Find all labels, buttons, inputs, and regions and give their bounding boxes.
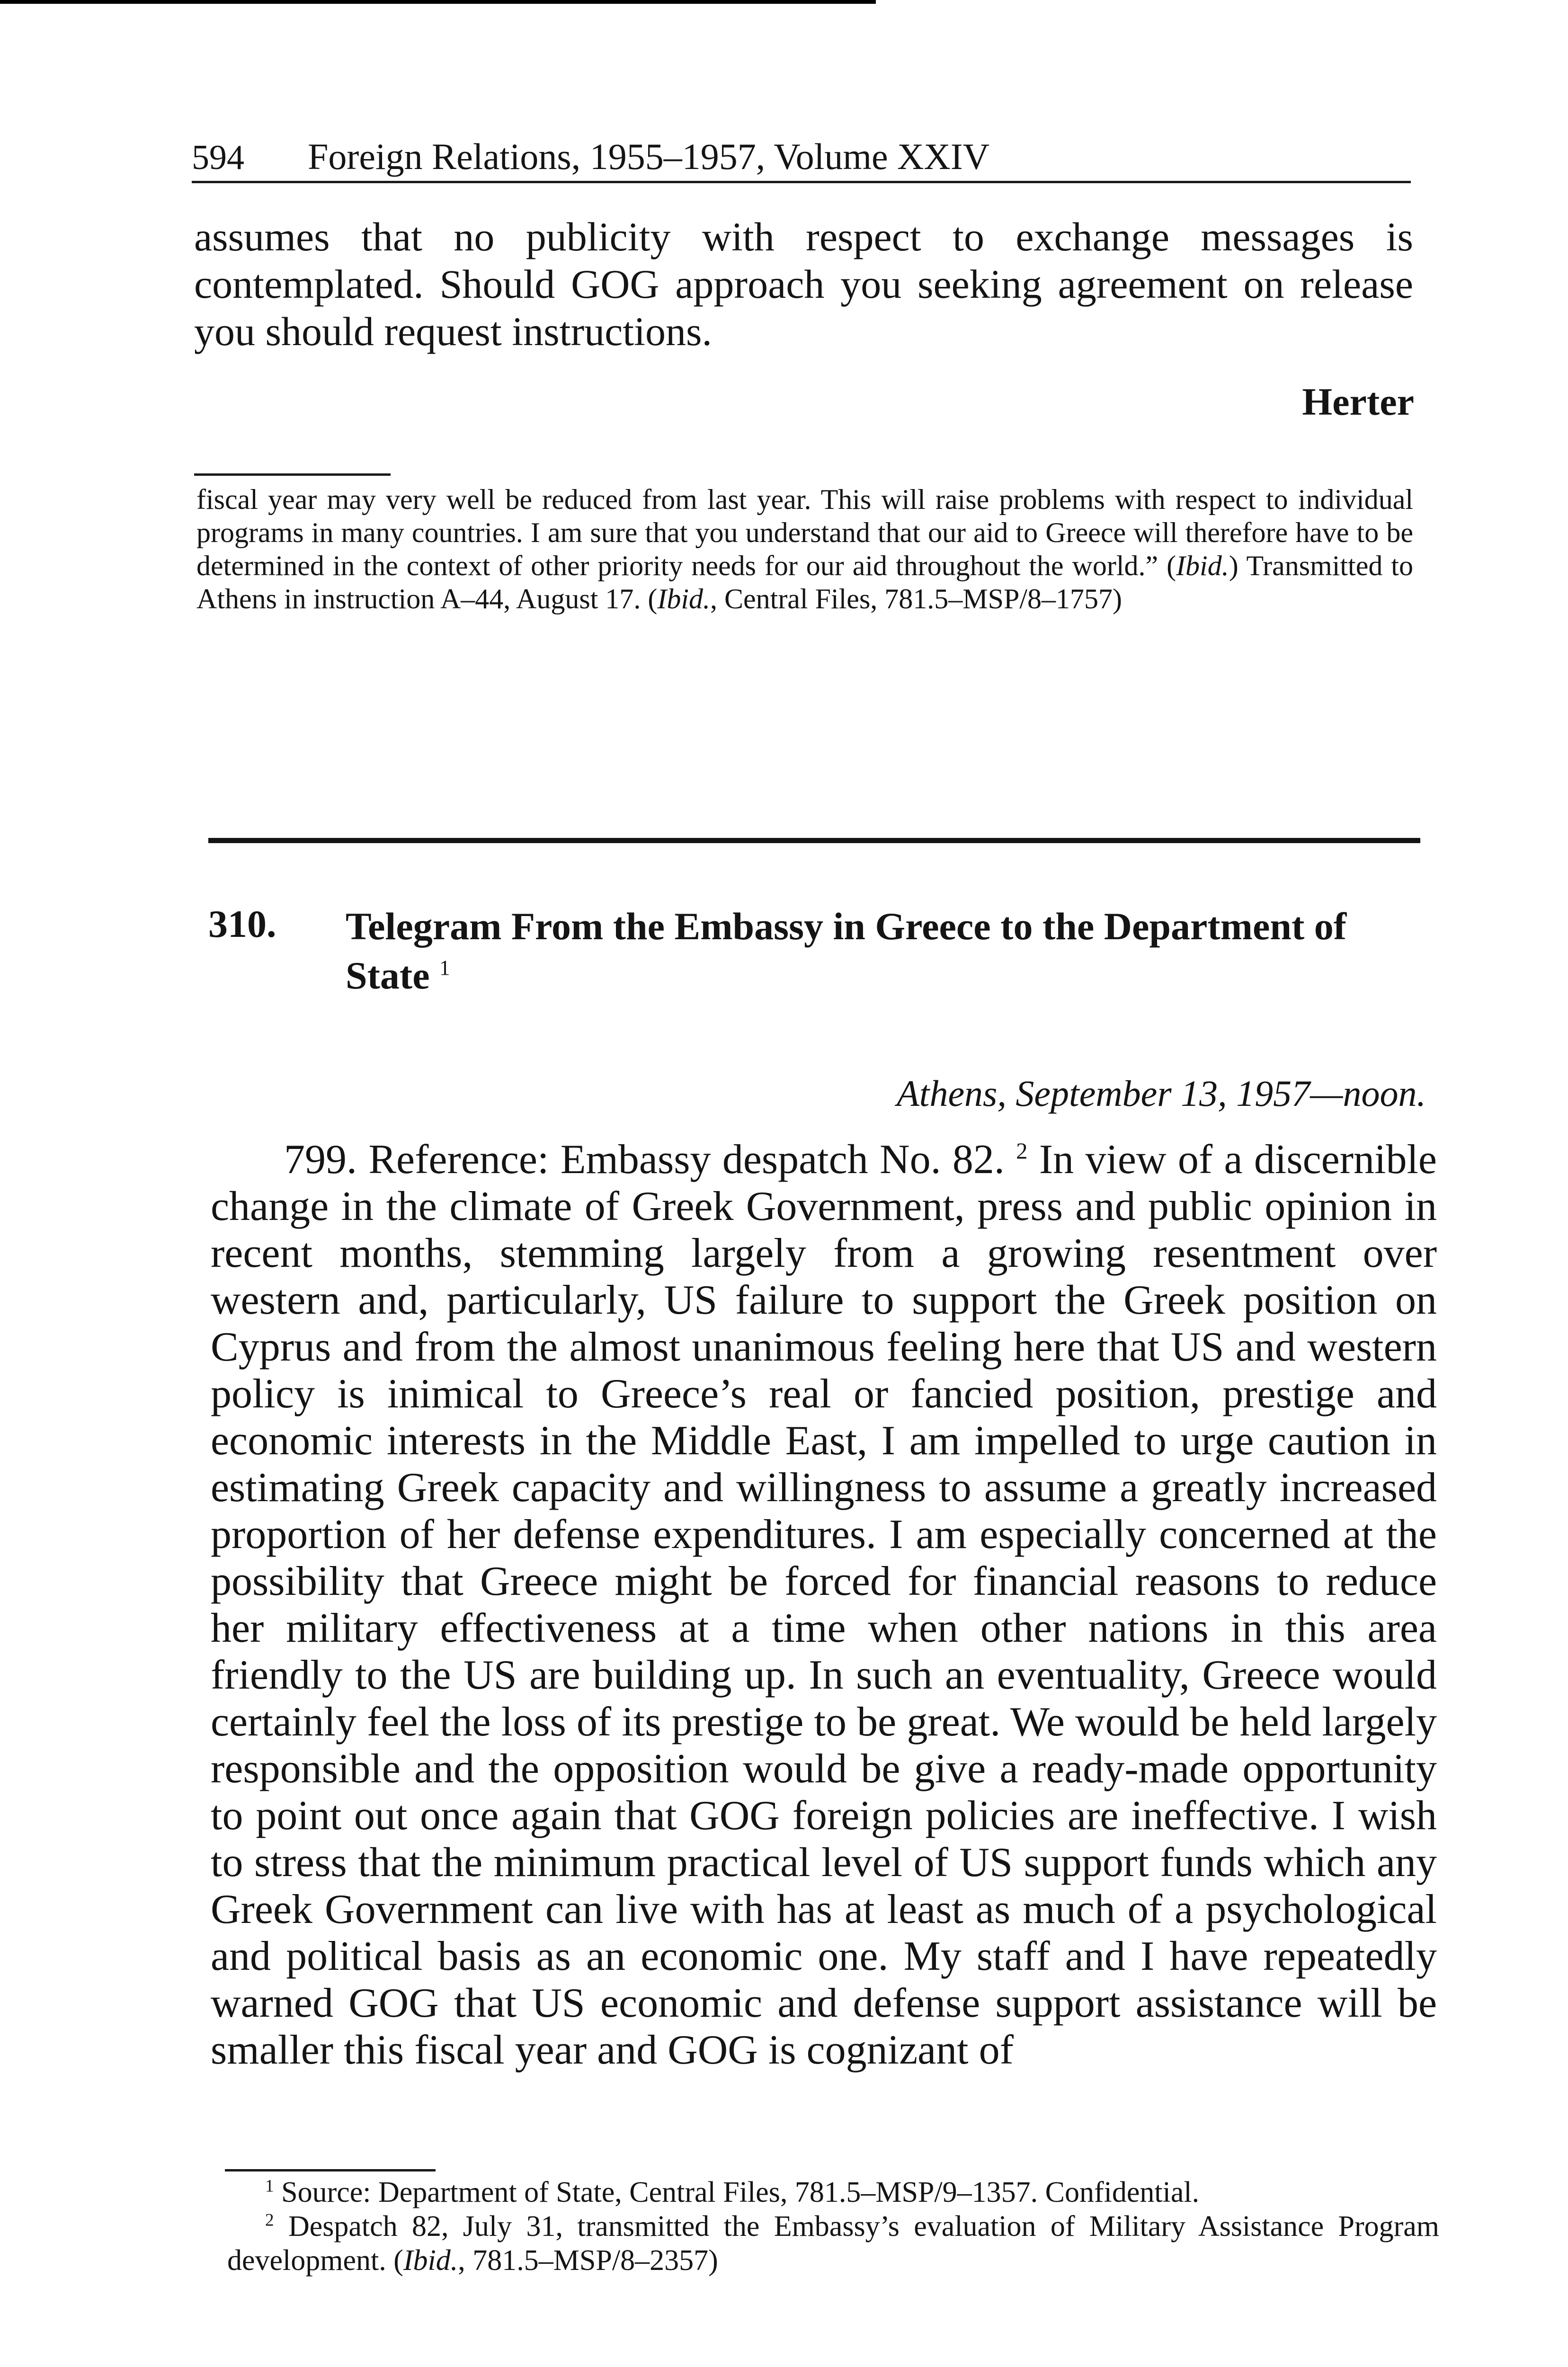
footnote-reference: 2	[1016, 1139, 1028, 1164]
previous-document-closing-text: assumes that no publicity with respect to exchange messages is contemplated. Should GOG approach you seeking agreement on release you should request instructions.	[194, 214, 1413, 354]
telegram-body-text: In view of a discernible change in the climate of Greek Government, press and public opinion in recent months, stemming largely from a growing resentment over western and, particularly, US failure to support the Greek position on Cyprus and from the almost unanimous feeling here that US and western policy is inimical to Greece’s real or fancied position, prestige and economic interests in the Middle East, I am impelled to urge caution in estimating Greek capacity and willingness to assume a greatly increased proportion of her defense expenditures. I am especially concerned at the possibility that Greece might be forced for financial reasons to reduce her military effectiveness at a time when other nations in this area friendly to the US are building up. In such an eventuality, Greece would certainly feel the loss of its prestige to be great. We would be held largely responsible and the opposition would be give a ready-made opportunity to point out once again that GOG foreign policies are ineffective. I wish to stress that the minimum practical level of US support funds which any Greek Government can live with has at least as much of a psychological and political basis as an economic one. My staff and I have repeatedly warned GOG that US economic and defense support assistance will be smaller this fiscal year and GOG is cognizant of	[211, 1137, 1437, 2073]
footnote-separator	[194, 473, 391, 476]
telegram-body-text: 799. Reference: Embassy despatch No. 82.	[284, 1137, 1005, 1183]
continued-footnote-text: fiscal year may very well be reduced from last year. This will raise problems with respect to individual programs in many countries. I am sure that you understand that our aid to Greece will therefore have to be determined in the context of other priority needs for our aid throughout the world.” (	[196, 484, 1413, 581]
dateline: Athens, September 13, 1957—noon.	[897, 1073, 1426, 1114]
footnote	[227, 2209, 1439, 2278]
footnote	[227, 2175, 1439, 2209]
signature: Herter	[1302, 380, 1414, 423]
footnotes	[227, 2175, 1439, 2278]
section-divider	[208, 838, 1420, 843]
footnote-text: , 781.5–MSP/8–2357)	[458, 2244, 718, 2277]
page-number: 594	[192, 138, 244, 177]
footnote-marker: 2	[265, 2210, 274, 2230]
footnote-marker: 1	[265, 2176, 274, 2196]
footnote-text: Despatch 82, July 31, transmitted the Embassy’s evaluation of Military Assistance Program development. (	[227, 2210, 1439, 2277]
ibid-citation: Ibid.	[657, 583, 710, 614]
footnote-text: Source: Department of State, Central Files, 781.5–MSP/9–1357. Confidential.	[281, 2176, 1200, 2208]
ibid-citation: Ibid.	[403, 2244, 458, 2277]
document-title-text: Telegram From the Embassy in Greece to the Department of State	[346, 905, 1347, 997]
continued-footnote	[196, 483, 1413, 615]
telegram-body	[211, 1136, 1437, 2073]
continued-footnote-text: ) Transmitted to Athens in instruction A–44, August 17. (	[196, 550, 1413, 614]
footnote-separator	[225, 2169, 436, 2171]
document-title	[346, 902, 1420, 1000]
ibid-citation: Ibid.	[1176, 550, 1229, 581]
running-header	[192, 124, 1411, 183]
footnote-reference: 1	[439, 956, 450, 980]
publication-title: Foreign Relations, 1955–1957, Volume XXIV	[308, 136, 990, 177]
document-number: 310.	[208, 902, 276, 945]
continued-footnote-text: , Central Files, 781.5–MSP/8–1757)	[710, 583, 1123, 614]
scan-edge-shadow	[0, 0, 876, 4]
